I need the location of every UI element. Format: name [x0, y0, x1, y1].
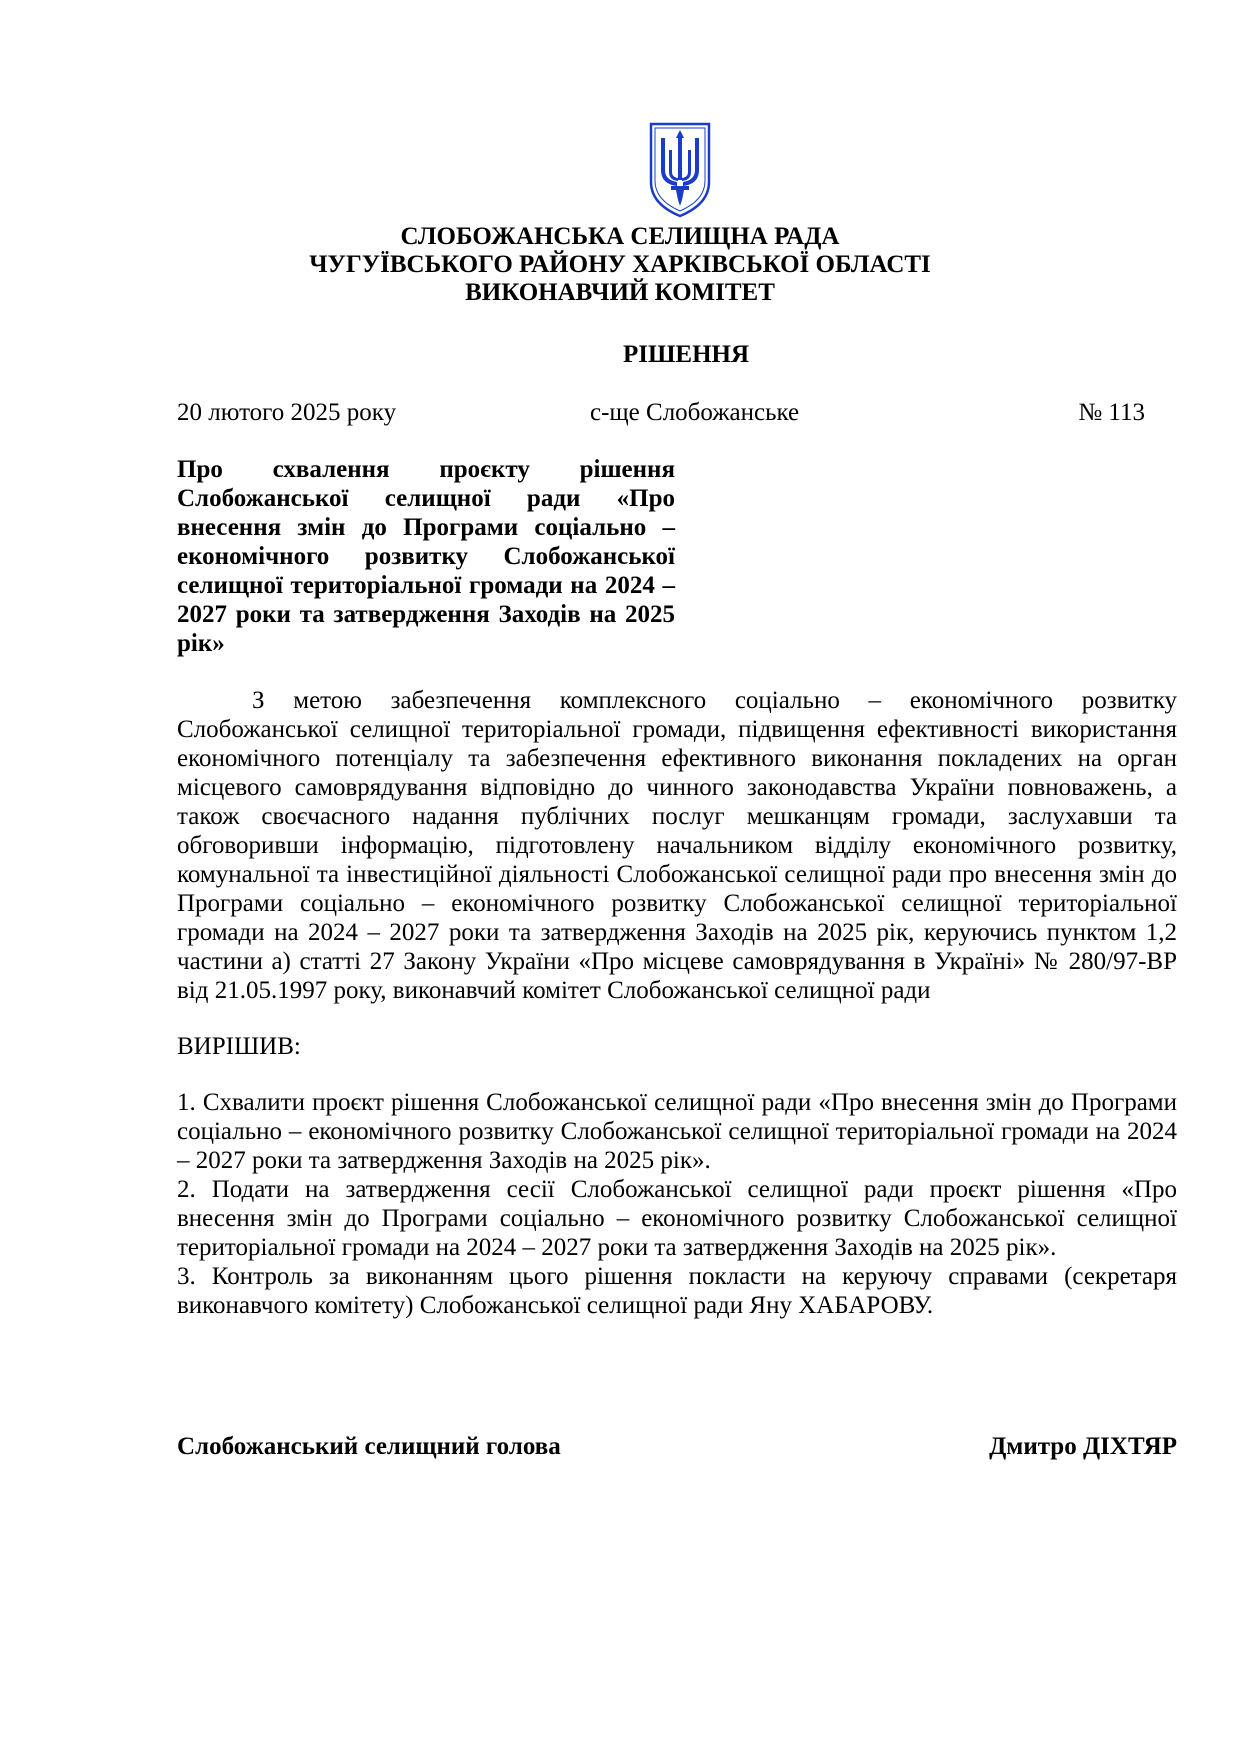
decision-number: № 113: [1078, 399, 1145, 426]
document-type-title: РІШЕННЯ: [622, 341, 750, 368]
decision-point: 3. Контроль за виконанням цього рішення покласти на керуючу справами (секретаря виконавчого комітету) Слобожанської селищної ради Яну ХАБАРОВУ.: [177, 1263, 1177, 1319]
decision-subject: Про схвалення проєкту рішення Слобожанської селищної ради «Про внесення змін до Програми соціально – економічного розвитку Слобожанської селищної територіальної громади на 2024 – 2027 роки та затвердження Заходів на 2025 рік»: [177, 456, 675, 657]
committee-name: ВИКОНАВЧИЙ КОМІТЕТ: [465, 279, 775, 306]
decision-point: 2. Подати на затвердження сесії Слобожанської селищної ради проєкт рішення «Про внесення змін до Програми соціально – економічного розвитку Слобожанської селищної територіальної громади на 2024 – 2027 роки та затвердження Заходів на 2025 рік».: [177, 1176, 1177, 1261]
decision-place: с-ще Слобожанське: [590, 399, 800, 426]
council-name: СЛОБОЖАНСЬКА СЕЛИЩНА РАДА: [400, 223, 840, 250]
signatory-title: Слобожанський селищний голова: [177, 1433, 561, 1460]
trident-coat-of-arms-icon: [647, 120, 713, 220]
council-header: [0, 223, 1240, 307]
decision-point: 1. Схвалити проєкт рішення Слобожанської селищної ради «Про внесення змін до Програми соціально – економічного розвитку Слобожанської селищної територіальної громади на 2024 – 2027 роки та затвердження Заходів на 2025 рік».: [177, 1089, 1177, 1174]
decision-points: [177, 1088, 1177, 1320]
district-name: ЧУГУЇВСЬКОГО РАЙОНУ ХАРКІВСЬКОЇ ОБЛАСТІ: [309, 251, 931, 278]
decision-meta: [177, 398, 1145, 428]
signatory-name: Дмитро ДІХТЯР: [989, 1433, 1177, 1460]
resolved-label: ВИРІШИВ:: [177, 1033, 301, 1060]
decision-preamble: З метою забезпечення комплексного соціально – економічного розвитку Слобожанської селищної територіальної громади, підвищення ефективності використання економічного потенціалу та забезпечення ефективного виконання покладених на орган місцевого самоврядування відповідно до чинного законодавства України повноважень, а також своєчасного надання публічних послуг мешканцям громади, заслухавши та обговоривши інформацію, підготовлену начальником відділу економічного розвитку, комунальної та інвестиційної діяльності Слобожанської селищної ради про внесення змін до Програми соціально – економічного розвитку Слобожанської селищної територіальної громади на 2024 – 2027 роки та затвердження Заходів на 2025 рік, керуючись пунктом 1,2 частини а) статті 27 Закону України «Про місцеве самоврядування в Україні» № 280/97-ВР від 21.05.1997 року, виконавчий комітет Слобожанської селищної ради: [177, 687, 1177, 1004]
signature-block: [177, 1432, 1177, 1462]
decision-date: 20 лютого 2025 року: [177, 399, 397, 426]
